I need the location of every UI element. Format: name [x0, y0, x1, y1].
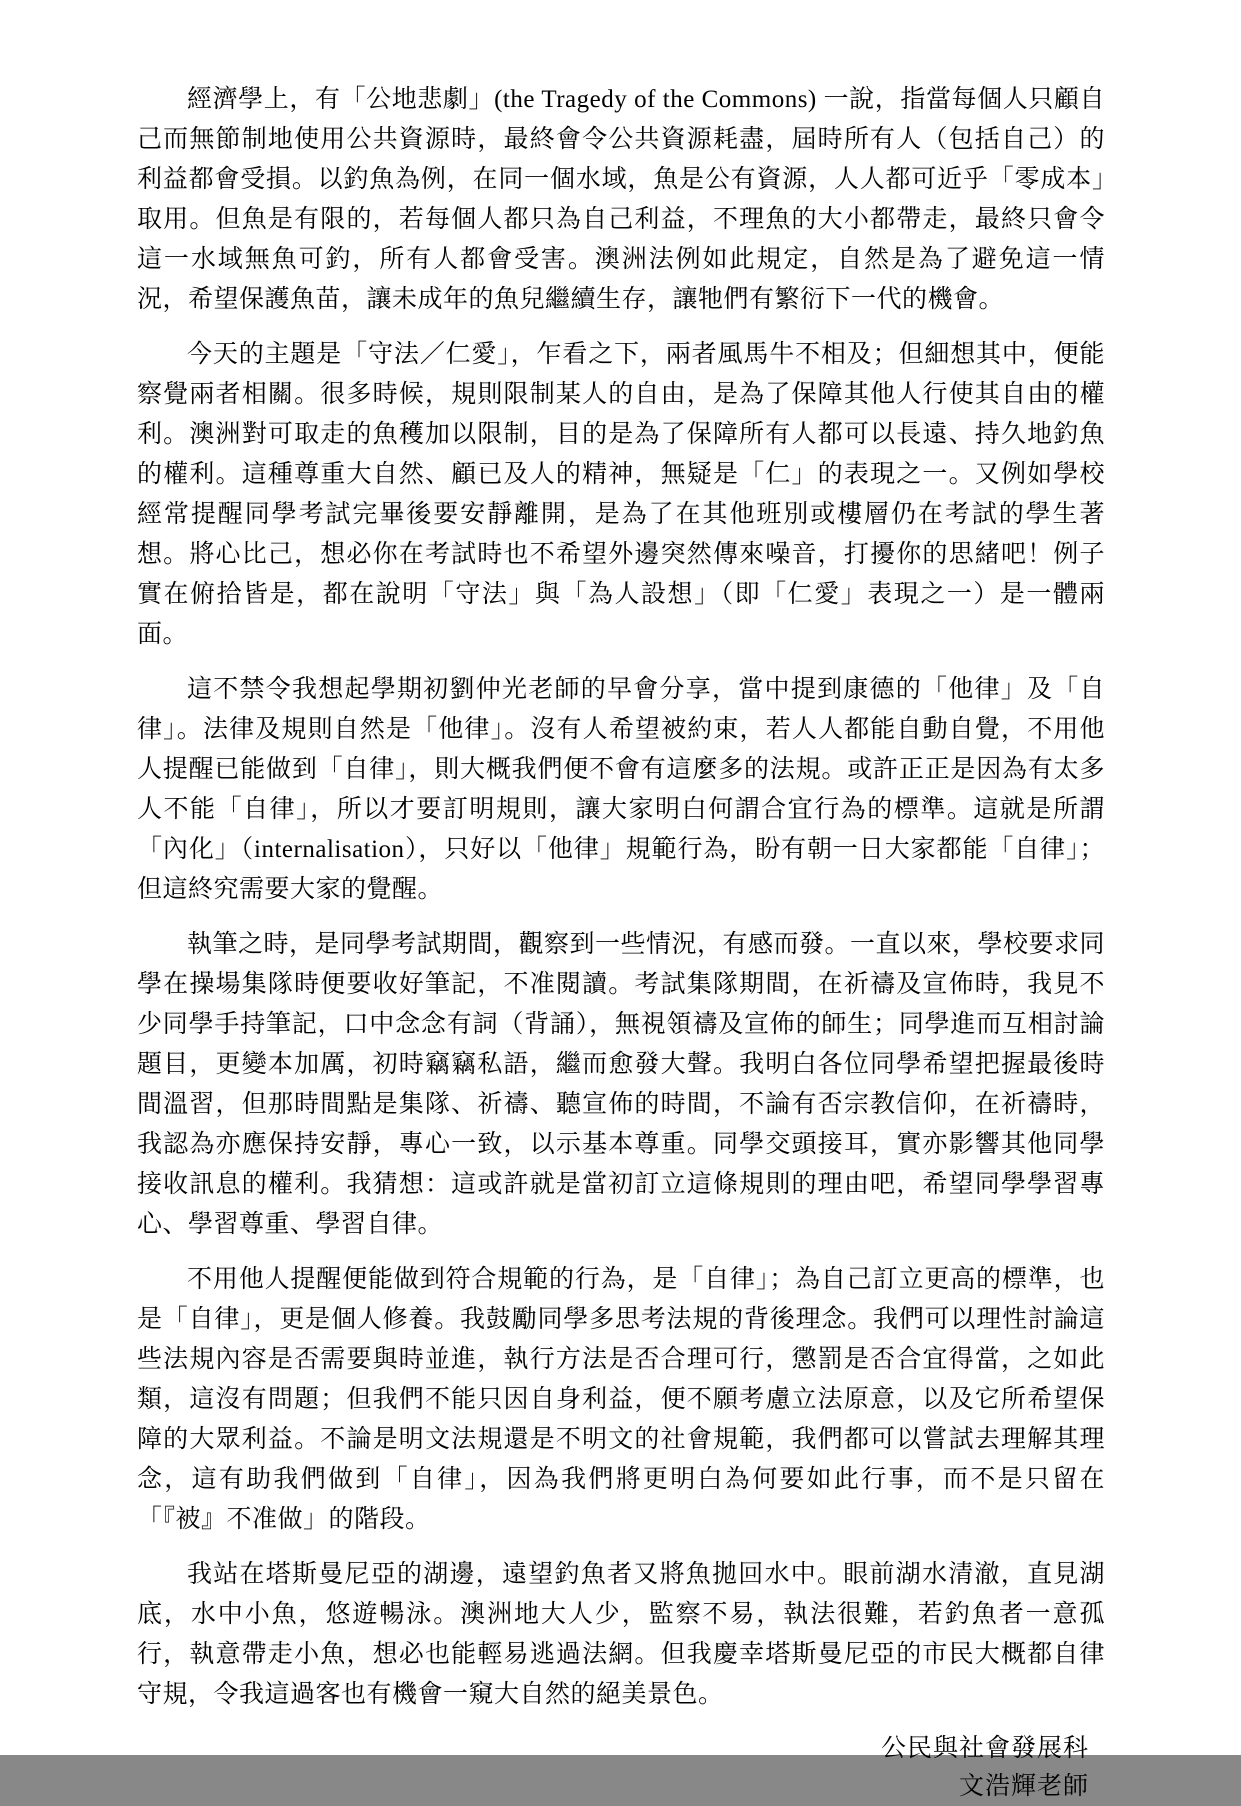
paragraph-exam-observation: 執筆之時，是同學考試期間，觀察到一些情況，有感而發。一直以來，學校要求同學在操場集隊時便要收好筆記，不准閱讀。考試集隊期間，在祈禱及宣佈時，我見不少同學手持筆記，口中念念有詞（背誦），無視領禱及宣佈的師生；同學進而互相討論題目，更變本加厲，初時竊竊私語，繼而愈發大聲。我明白各位同學希望把握最後時間溫習，但那時間點是集隊、祈禱、聽宣佈的時間，不論有否宗教信仰，在祈禱時，我認為亦應保持安靜，專心一致，以示基本尊重。同學交頭接耳，實亦影響其他同學接收訊息的權利。我猜想：這或許就是當初訂立這條規則的理由吧，希望同學學習專心、學習尊重、學習自律。 — [137, 931, 1106, 1238]
paragraph-tragedy-of-commons: 經濟學上，有「公地悲劇」(the Tragedy of the Commons) 一說，指當每個人只顧自己而無節制地使用公共資源時，最終會令公共資源耗盡，屆時所有人（包括自己）的利益都會受損。以釣魚為例，在同一個水域，魚是公有資源，人人都可近乎「零成本」取用。但魚是有限的，若每個人都只為自己利益，不理魚的大小都帶走，最終只會令這一水域無魚可釣，所有人都會受害。澳洲法例如此規定，自然是為了避免這一情況，希望保護魚苗，讓未成年的魚兒繼續生存，讓牠們有繁衍下一代的機會。 — [137, 86, 1105, 313]
signature-department: 公民與社會發展科 — [880, 1735, 1089, 1762]
paragraph-self-discipline: 不用他人提醒便能做到符合規範的行為，是「自律」；為自己訂立更高的標準，也是「自律」，更是個人修養。我鼓勵同學多思考法規的背後理念。我們可以理性討論這些法規內容是否需要與時並進，執行方法是否合理可行，懲罰是否合宜得當，之如此類，這沒有問題；但我們不能只因自身利益，便不願考慮立法原意，以及它所希望保障的大眾利益。不論是明文法規還是不明文的社會規範，我們都可以嘗試去理解其理念，這有助我們做到「自律」，因為我們將更明白為何要如此行事，而不是只留在「『被』不准做」的階段。 — [137, 1266, 1105, 1533]
paragraph-theme-law-benevolence: 今天的主題是「守法／仁愛」，乍看之下，兩者風馬牛不相及；但細想其中，便能察覺兩者相關。很多時候，規則限制某人的自由，是為了保障其他人行使其自由的權利。澳洲對可取走的魚穫加以限制，目的是為了保障所有人都可以長遠、持久地釣魚的權利。這種尊重大自然、顧已及人的精神，無疑是「仁」的表現之一。又例如學校經常提醒同學考試完畢後要安靜離開，是為了在其他班別或樓層仍在考試的學生著想。將心比己，想必你在考試時也不希望外邊突然傳來噪音，打擾你的思緒吧！例子實在俯拾皆是，都在說明「守法」與「為人設想」（即「仁愛」表現之一）是一體兩面。 — [137, 341, 1105, 648]
signature-author: 文浩輝老師 — [958, 1773, 1089, 1800]
document-body — [137, 80, 1105, 1806]
signature-block — [137, 1730, 1105, 1806]
paragraph-tasmania-lake: 我站在塔斯曼尼亞的湖邊，遠望釣魚者又將魚拋回水中。眼前湖水清澈，直見湖底，水中小魚，悠遊暢泳。澳洲地大人少，監察不易，執法很難，若釣魚者一意孤行，執意帶走小魚，想必也能輕易逃過法網。但我慶幸塔斯曼尼亞的市民大概都自律守規，令我這過客也有機會一窺大自然的絕美景色。 — [137, 1561, 1105, 1708]
paragraph-heteronomy-autonomy: 這不禁令我想起學期初劉仲光老師的早會分享，當中提到康德的「他律」及「自律」。法律及規則自然是「他律」。沒有人希望被約束，若人人都能自動自覺，不用他人提醒已能做到「自律」，則大概我們便不會有這麼多的法規。或許正正是因為有太多人不能「自律」，所以才要訂明規則，讓大家明白何謂合宜行為的標準。這就是所謂「內化」（internalisation），只好以「他律」規範行為，盼有朝一日大家都能「自律」；但這終究需要大家的覺醒。 — [137, 676, 1105, 903]
